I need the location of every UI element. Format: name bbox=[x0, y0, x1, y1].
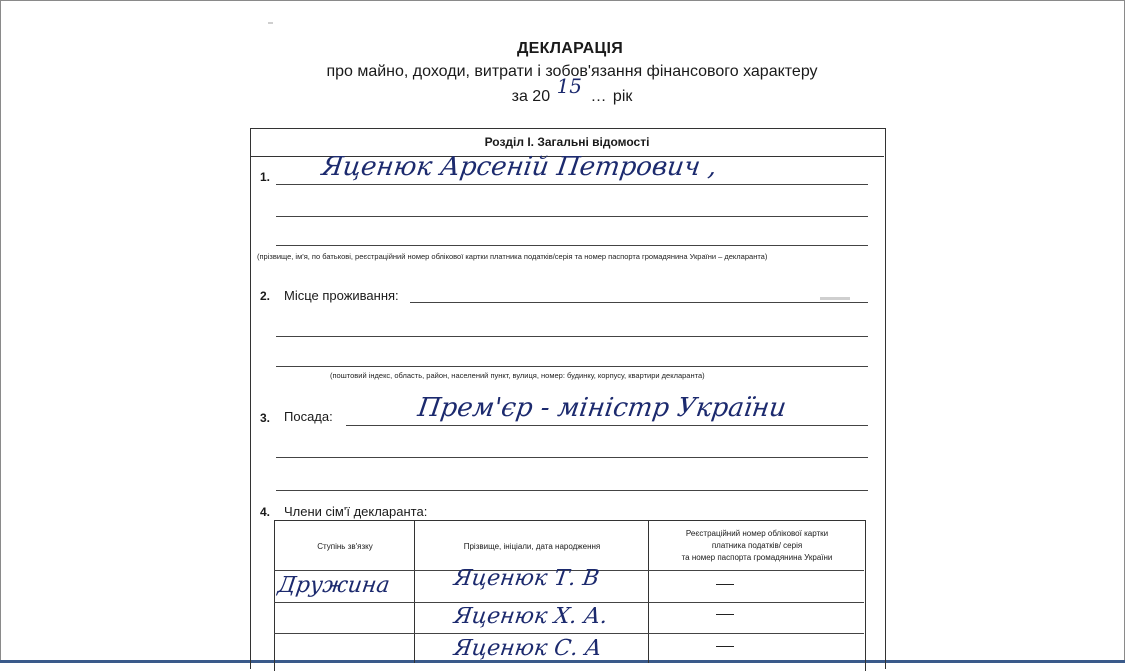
field3-handwritten-position: Прем'єр - міністр України bbox=[415, 393, 789, 423]
year-prefix: за 20 bbox=[511, 88, 551, 105]
table-header-id-line-1: Реєстраційний номер облікової картки bbox=[685, 529, 829, 538]
year-handwritten: 15 bbox=[556, 74, 583, 98]
field1-line-2 bbox=[276, 216, 868, 217]
year-suffix: рік bbox=[612, 88, 633, 105]
table-row-1-id bbox=[716, 584, 734, 585]
table-col-divider-1 bbox=[414, 520, 415, 663]
field3-line-1 bbox=[346, 425, 868, 426]
field3-label: Посада: bbox=[284, 409, 333, 424]
declaration-year: за 20 15 … рік bbox=[511, 74, 633, 105]
field2-line-2 bbox=[276, 336, 868, 337]
table-col-divider-2 bbox=[648, 520, 649, 663]
table-row-2-id bbox=[716, 614, 734, 615]
table-header-id-line-3: та номер паспорта громадянина України bbox=[681, 553, 833, 562]
field3-number: 3. bbox=[260, 411, 271, 425]
scan-speck bbox=[820, 297, 850, 300]
field2-label: Місце проживання: bbox=[284, 288, 399, 303]
field1-caption: (прізвище, ім'я, по батькові, реєстраційний номер облікової картки платника податків/серія та номер паспорта громадянина України – декларанта) bbox=[257, 252, 768, 261]
field2-line-3 bbox=[276, 366, 868, 367]
table-row-3-id bbox=[716, 646, 734, 647]
section-title: Розділ І. Загальні відомості bbox=[250, 128, 884, 157]
table-row-2-name: Яценюк Х. А. bbox=[452, 604, 610, 629]
table-row-1-name: Яценюк Т. В bbox=[452, 566, 601, 591]
table-row-divider-1 bbox=[274, 602, 864, 603]
table-row-1-relation: Дружина bbox=[276, 573, 392, 598]
field4-number: 4. bbox=[260, 505, 271, 519]
table-header-name: Прізвище, ініціали, дата народження bbox=[463, 542, 601, 551]
field3-line-3 bbox=[276, 490, 868, 491]
document-title: ДЕКЛАРАЦІЯ bbox=[516, 40, 624, 57]
table-header-id bbox=[650, 528, 864, 564]
field2-line-1 bbox=[410, 302, 868, 303]
field1-handwritten-name: Яценюк Арсеній Петрович , bbox=[319, 152, 719, 182]
field2-caption: (поштовий індекс, область, район, населений пункт, вулиця, номер: будинку, корпусу, квартири декларанта) bbox=[330, 371, 705, 380]
field1-number: 1. bbox=[260, 170, 271, 184]
table-row-divider-2 bbox=[274, 633, 864, 634]
table-header-id-line-2: платника податків/ серія bbox=[711, 541, 803, 550]
field4-label: Члени сім'ї декларанта: bbox=[284, 504, 428, 519]
scan-speck bbox=[268, 22, 273, 24]
field3-line-2 bbox=[276, 457, 868, 458]
table-row-3-name: Яценюк С. А bbox=[452, 636, 604, 661]
table-header-relation: Ступінь зв'язку bbox=[317, 542, 373, 551]
field1-line-3 bbox=[276, 245, 868, 246]
field1-line-1 bbox=[276, 184, 868, 185]
field2-number: 2. bbox=[260, 289, 271, 303]
document-subtitle: про майно, доходи, витрати і зобов'язання фінансового характеру bbox=[326, 63, 818, 80]
